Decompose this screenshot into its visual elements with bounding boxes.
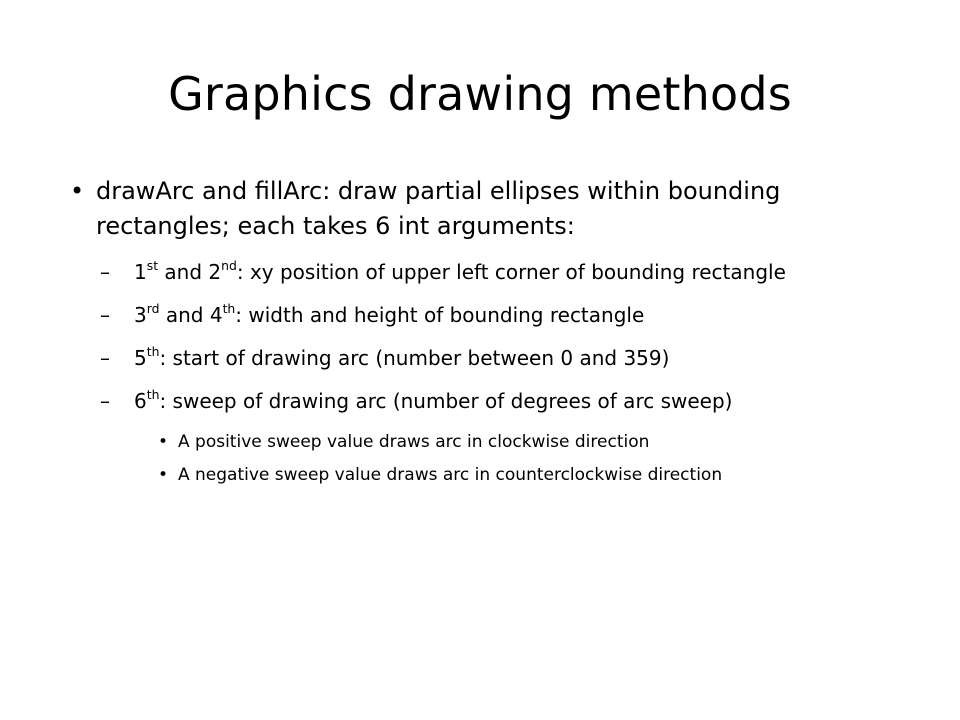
bullet-icon: • — [158, 432, 169, 452]
dash-icon: – — [100, 260, 110, 284]
sub-bullet-item — [70, 258, 910, 287]
sub-sub-bullet-item — [70, 463, 910, 487]
ordinal-number: 6 — [134, 389, 147, 413]
sub-bullet-item — [70, 301, 910, 330]
bullet-icon: • — [70, 177, 85, 205]
sub-sub-bullet-text: A positive sweep value draws arc in clockwise direction — [178, 432, 650, 452]
sub-bullet-item — [70, 344, 910, 373]
sub-bullet-text: : width and height of bounding rectangle — [235, 303, 645, 327]
ordinal-suffix: nd — [221, 258, 237, 274]
ordinal-suffix: th — [146, 387, 160, 403]
bullet-icon: • — [158, 465, 169, 485]
sub-bullet-item — [70, 387, 910, 416]
sub-sub-bullet-item — [70, 430, 910, 454]
sub-bullet-text: and 4 — [159, 303, 223, 327]
ordinal-suffix: st — [146, 258, 159, 274]
sub-bullet-text: : xy position of upper left corner of bounding rectangle — [236, 260, 786, 284]
ordinal-suffix: th — [222, 301, 236, 317]
bullet-text: drawArc and fillArc: draw partial ellipses within bounding rectangles; each takes 6 int arguments: — [96, 177, 781, 240]
sub-sub-bullet-text: A negative sweep value draws arc in counterclockwise direction — [178, 465, 723, 485]
dash-icon: – — [100, 303, 110, 327]
dash-icon: – — [100, 346, 110, 370]
slide-body — [70, 174, 910, 496]
ordinal-suffix: th — [146, 344, 160, 360]
bullet-item — [70, 174, 910, 244]
dash-icon: – — [100, 389, 110, 413]
ordinal-number: 1 — [134, 260, 147, 284]
slide-title: Graphics drawing methods — [168, 67, 792, 121]
ordinal-number: 5 — [134, 346, 147, 370]
sub-bullet-text: and 2 — [158, 260, 222, 284]
ordinal-number: 3 — [134, 303, 147, 327]
sub-bullet-text: : sweep of drawing arc (number of degrees of arc sweep) — [159, 389, 733, 413]
sub-bullet-text: : start of drawing arc (number between 0 and 359) — [159, 346, 670, 370]
ordinal-suffix: rd — [146, 301, 160, 317]
